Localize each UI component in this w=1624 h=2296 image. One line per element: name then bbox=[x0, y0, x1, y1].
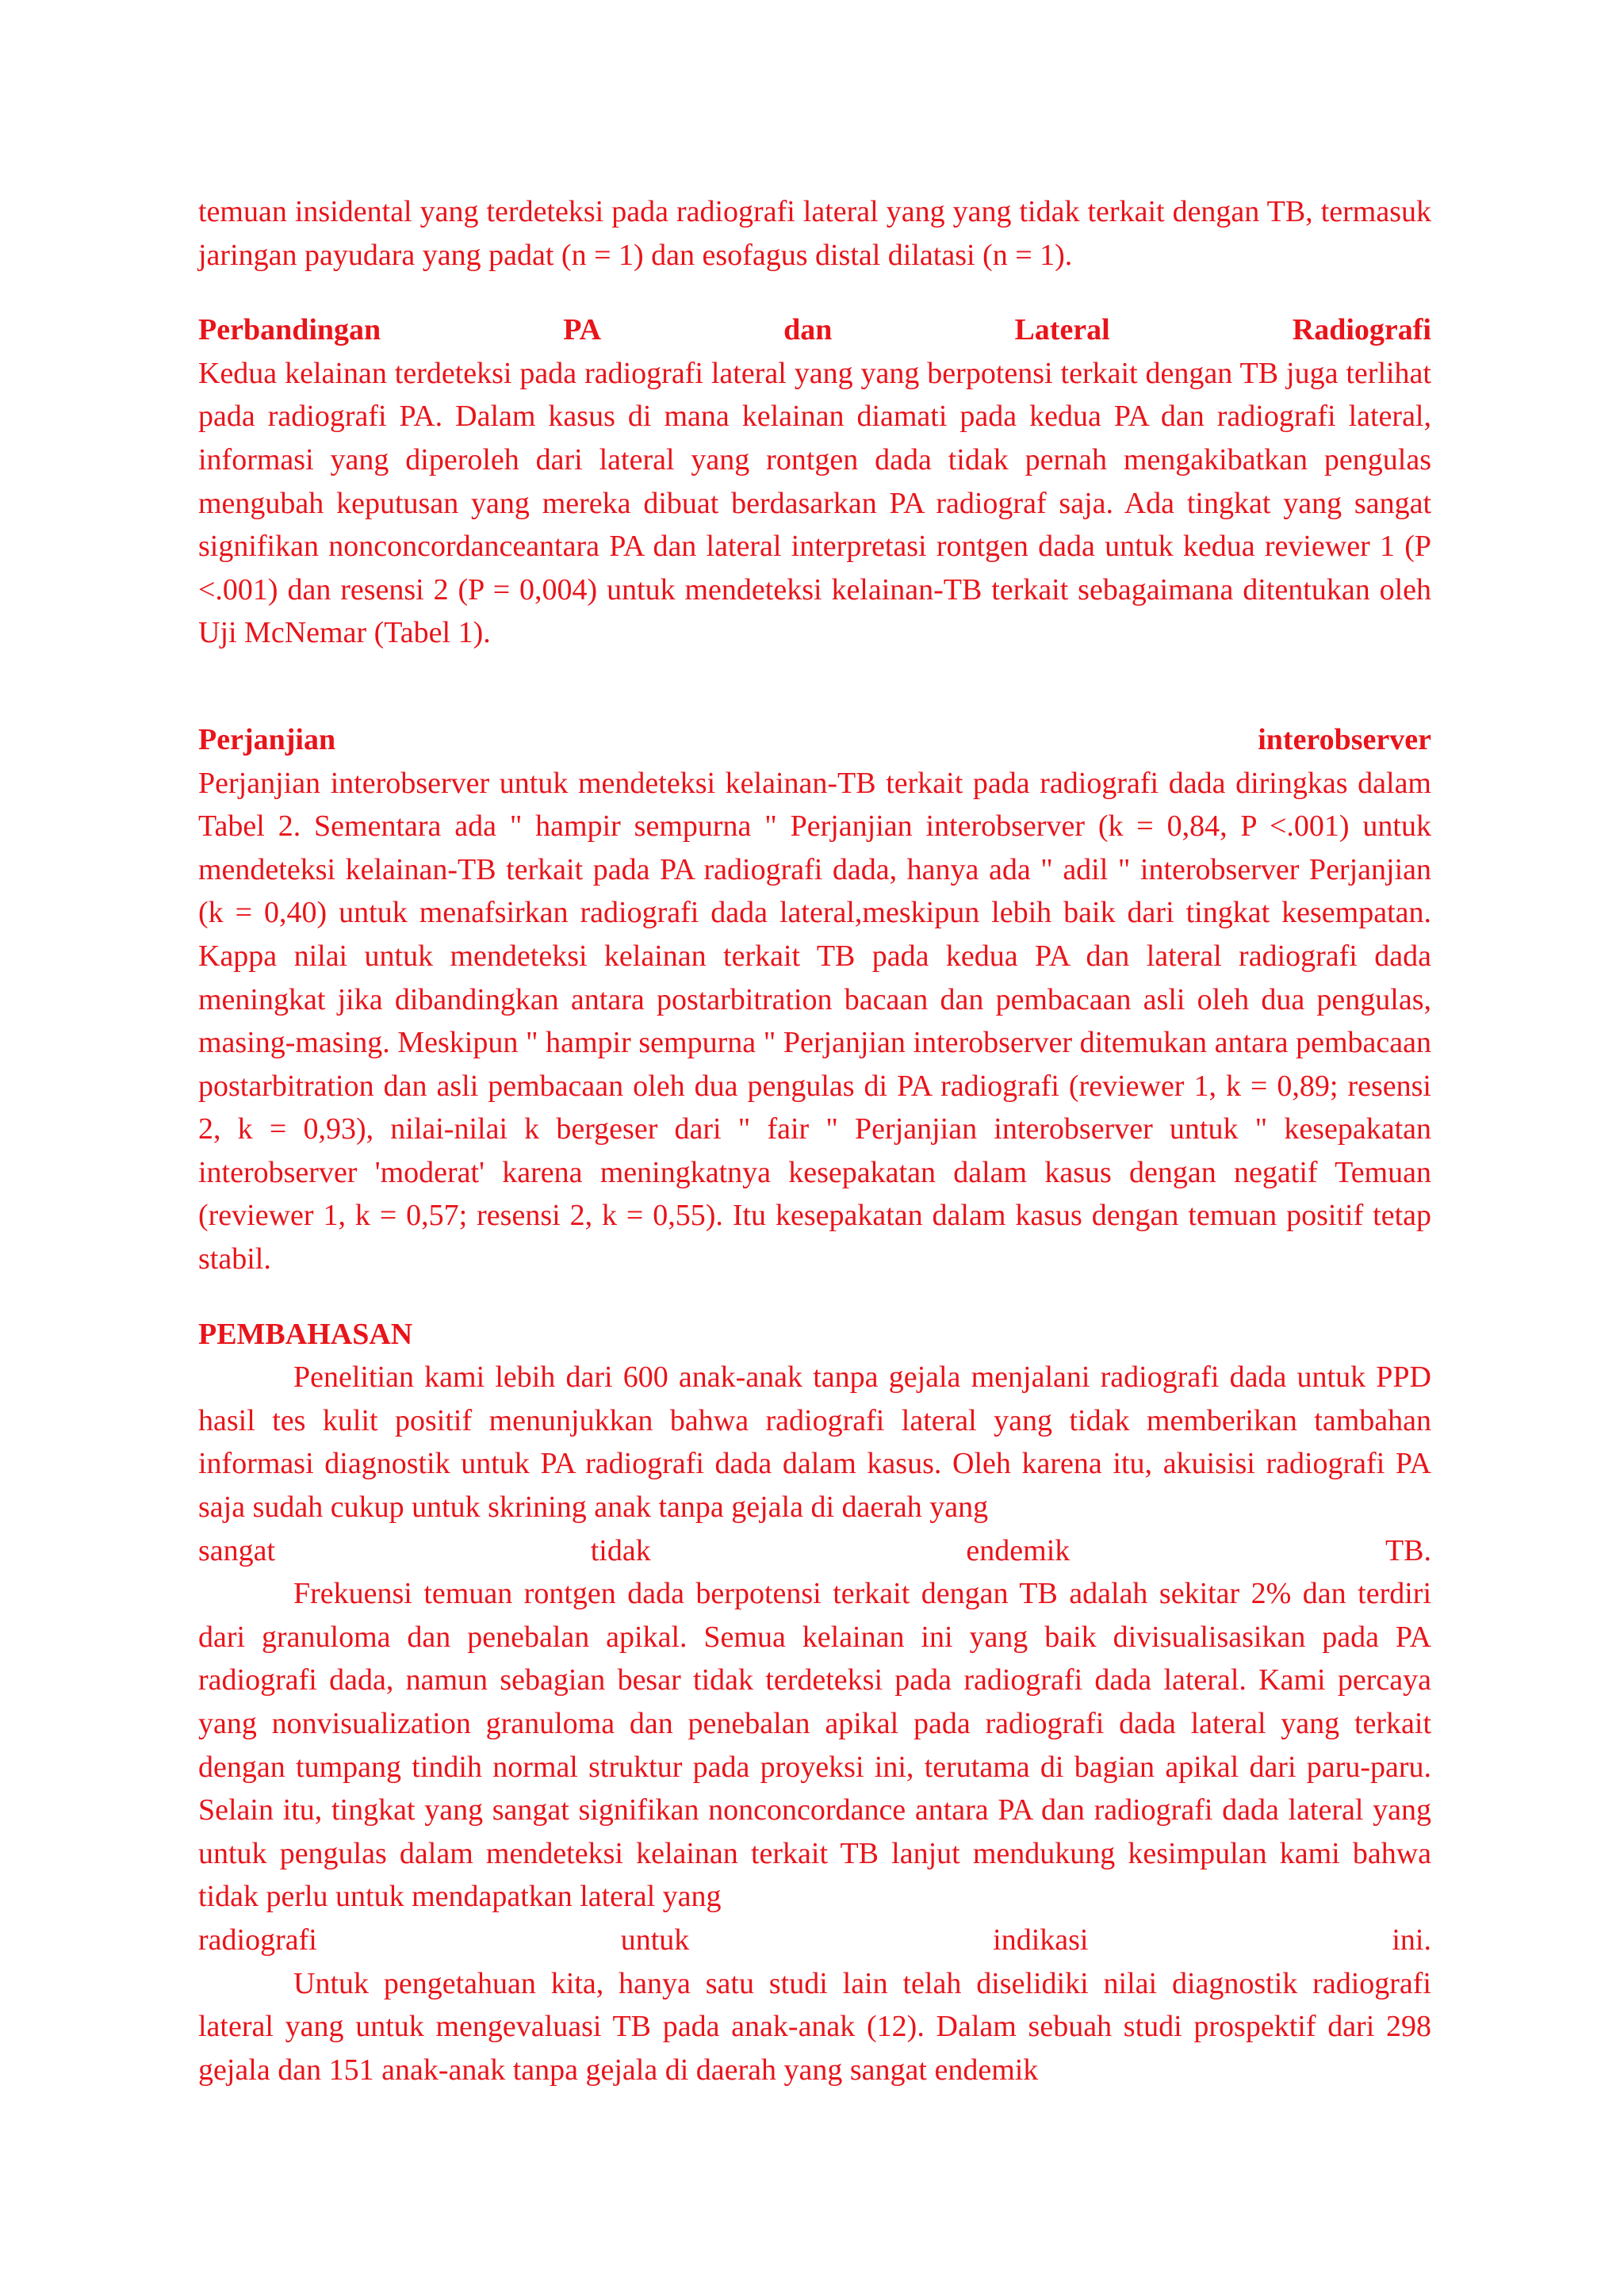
heading-word: interobserver bbox=[1258, 722, 1431, 756]
section-heading-agreement bbox=[198, 718, 1431, 762]
heading-word: Radiografi bbox=[1292, 313, 1431, 347]
discussion-paragraph-2-last-line bbox=[198, 1919, 1431, 1962]
line-word: TB. bbox=[1385, 1533, 1431, 1567]
heading-word: PA bbox=[563, 313, 602, 347]
line-word: tidak bbox=[590, 1533, 651, 1567]
intro-paragraph: temuan insidental yang terdeteksi pada radiografi lateral yang yang tidak terkait dengan TB, termasuk jaringan payudara yang padat (n = 1) dan esofagus distal dilatasi (n = 1). bbox=[198, 195, 1431, 272]
agreement-paragraph: Perjanjian interobserver untuk mendeteksi kelainan-TB terkait pada radiografi dada diringkas dalam Tabel 2. Sementara ada " hampir sempurna " Perjanjian interobserver (k = 0,84, P <.001) untuk mendeteksi kelainan-TB terkait pada PA radiografi dada, hanya ada " adil " interobserver Perjanjian (k = 0,40) untuk menafsirkan radiografi dada lateral,meskipun lebih baik dari tingkat kesempatan. Kappa nilai untuk mendeteksi kelainan terkait TB pada kedua PA dan lateral radiografi dada meningkat jika dibandingkan antara postarbitration bacaan dan pembacaan asli oleh dua pengulas, masing-masing. Meskipun " hampir sempurna " Perjanjian interobserver ditemukan antara pembacaan postarbitration dan asli pembacaan oleh dua pengulas di PA radiografi (reviewer 1, k = 0,89; resensi 2, k = 0,93), nilai-nilai k bergeser dari " fair " Perjanjian interobserver untuk " kesepakatan interobserver 'moderat' karena meningkatnya kesepakatan dalam kasus dengan negatif Temuan (reviewer 1, k = 0,57; resensi 2, k = 0,55). Itu kesepakatan dalam kasus dengan temuan positif tetap stabil. bbox=[198, 766, 1431, 1276]
line-word: indikasi bbox=[993, 1923, 1089, 1957]
line-word: sangat bbox=[198, 1533, 276, 1567]
section-heading-comparison bbox=[198, 308, 1431, 352]
line-word: radiografi bbox=[198, 1923, 317, 1957]
heading-word: Perbandingan bbox=[198, 313, 381, 347]
discussion-paragraph-3: Untuk pengetahuan kita, hanya satu studi lain telah diselidiki nilai diagnostik radiografi lateral yang untuk mengevaluasi TB pada anak-anak (12). Dalam sebuah studi prospektif dari 298 gejala dan 151 anak-anak tanpa gejala di daerah yang sangat endemik bbox=[198, 1966, 1431, 2087]
line-word: endemik bbox=[966, 1533, 1071, 1567]
heading-word: dan bbox=[783, 313, 833, 347]
line-word: ini. bbox=[1392, 1923, 1431, 1957]
comparison-paragraph: Kedua kelainan terdeteksi pada radiografi lateral yang yang berpotensi terkait dengan TB juga terlihat pada radiografi PA. Dalam kasus di mana kelainan diamati pada kedua PA dan radiografi lateral, informasi yang diperoleh dari lateral yang rontgen dada tidak pernah mengakibatkan pengulas mengubah keputusan yang mereka dibuat berdasarkan PA radiograf saja. Ada tingkat yang sangat signifikan nonconcordanceantara PA dan lateral interpretasi rontgen dada untuk kedua reviewer 1 (P <.001) dan resensi 2 (P = 0,004) untuk mendeteksi kelainan-TB terkait sebagaimana ditentukan oleh Uji McNemar (Tabel 1). bbox=[198, 356, 1431, 650]
section-heading-discussion: PEMBAHASAN bbox=[198, 1317, 413, 1351]
discussion-paragraph-2: Frekuensi temuan rontgen dada berpotensi terkait dengan TB adalah sekitar 2% dan terdiri dari granuloma dan penebalan apikal. Semua kelainan ini yang baik divisualisasikan pada PA radiografi dada, namun sebagian besar tidak terdeteksi pada radiografi dada lateral. Kami percaya yang nonvisualization granuloma dan penebalan apikal pada radiografi dada lateral yang terkait dengan tumpang tindih normal struktur pada proyeksi ini, terutama di bagian apikal dari paru-paru. Selain itu, tingkat yang sangat signifikan nonconcordance antara PA dan radiografi dada lateral yang untuk pengulas dalam mendeteksi kelainan terkait TB lanjut mendukung kesimpulan kami bahwa tidak perlu untuk mendapatkan lateral yang bbox=[198, 1577, 1431, 1914]
heading-word: Lateral bbox=[1014, 313, 1110, 347]
discussion-paragraph-1: Penelitian kami lebih dari 600 anak-anak tanpa gejala menjalani radiografi dada untuk PPD hasil tes kulit positif menunjukkan bahwa radiografi lateral yang tidak memberikan tambahan informasi diagnostik untuk PA radiografi dada dalam kasus. Oleh karena itu, akuisisi radiografi PA saja sudah cukup untuk skrining anak tanpa gejala di daerah yang bbox=[198, 1360, 1431, 1525]
line-word: untuk bbox=[620, 1923, 690, 1957]
document-page bbox=[198, 190, 1431, 2091]
heading-word: Perjanjian bbox=[198, 722, 336, 756]
discussion-paragraph-1-last-line bbox=[198, 1529, 1431, 1573]
